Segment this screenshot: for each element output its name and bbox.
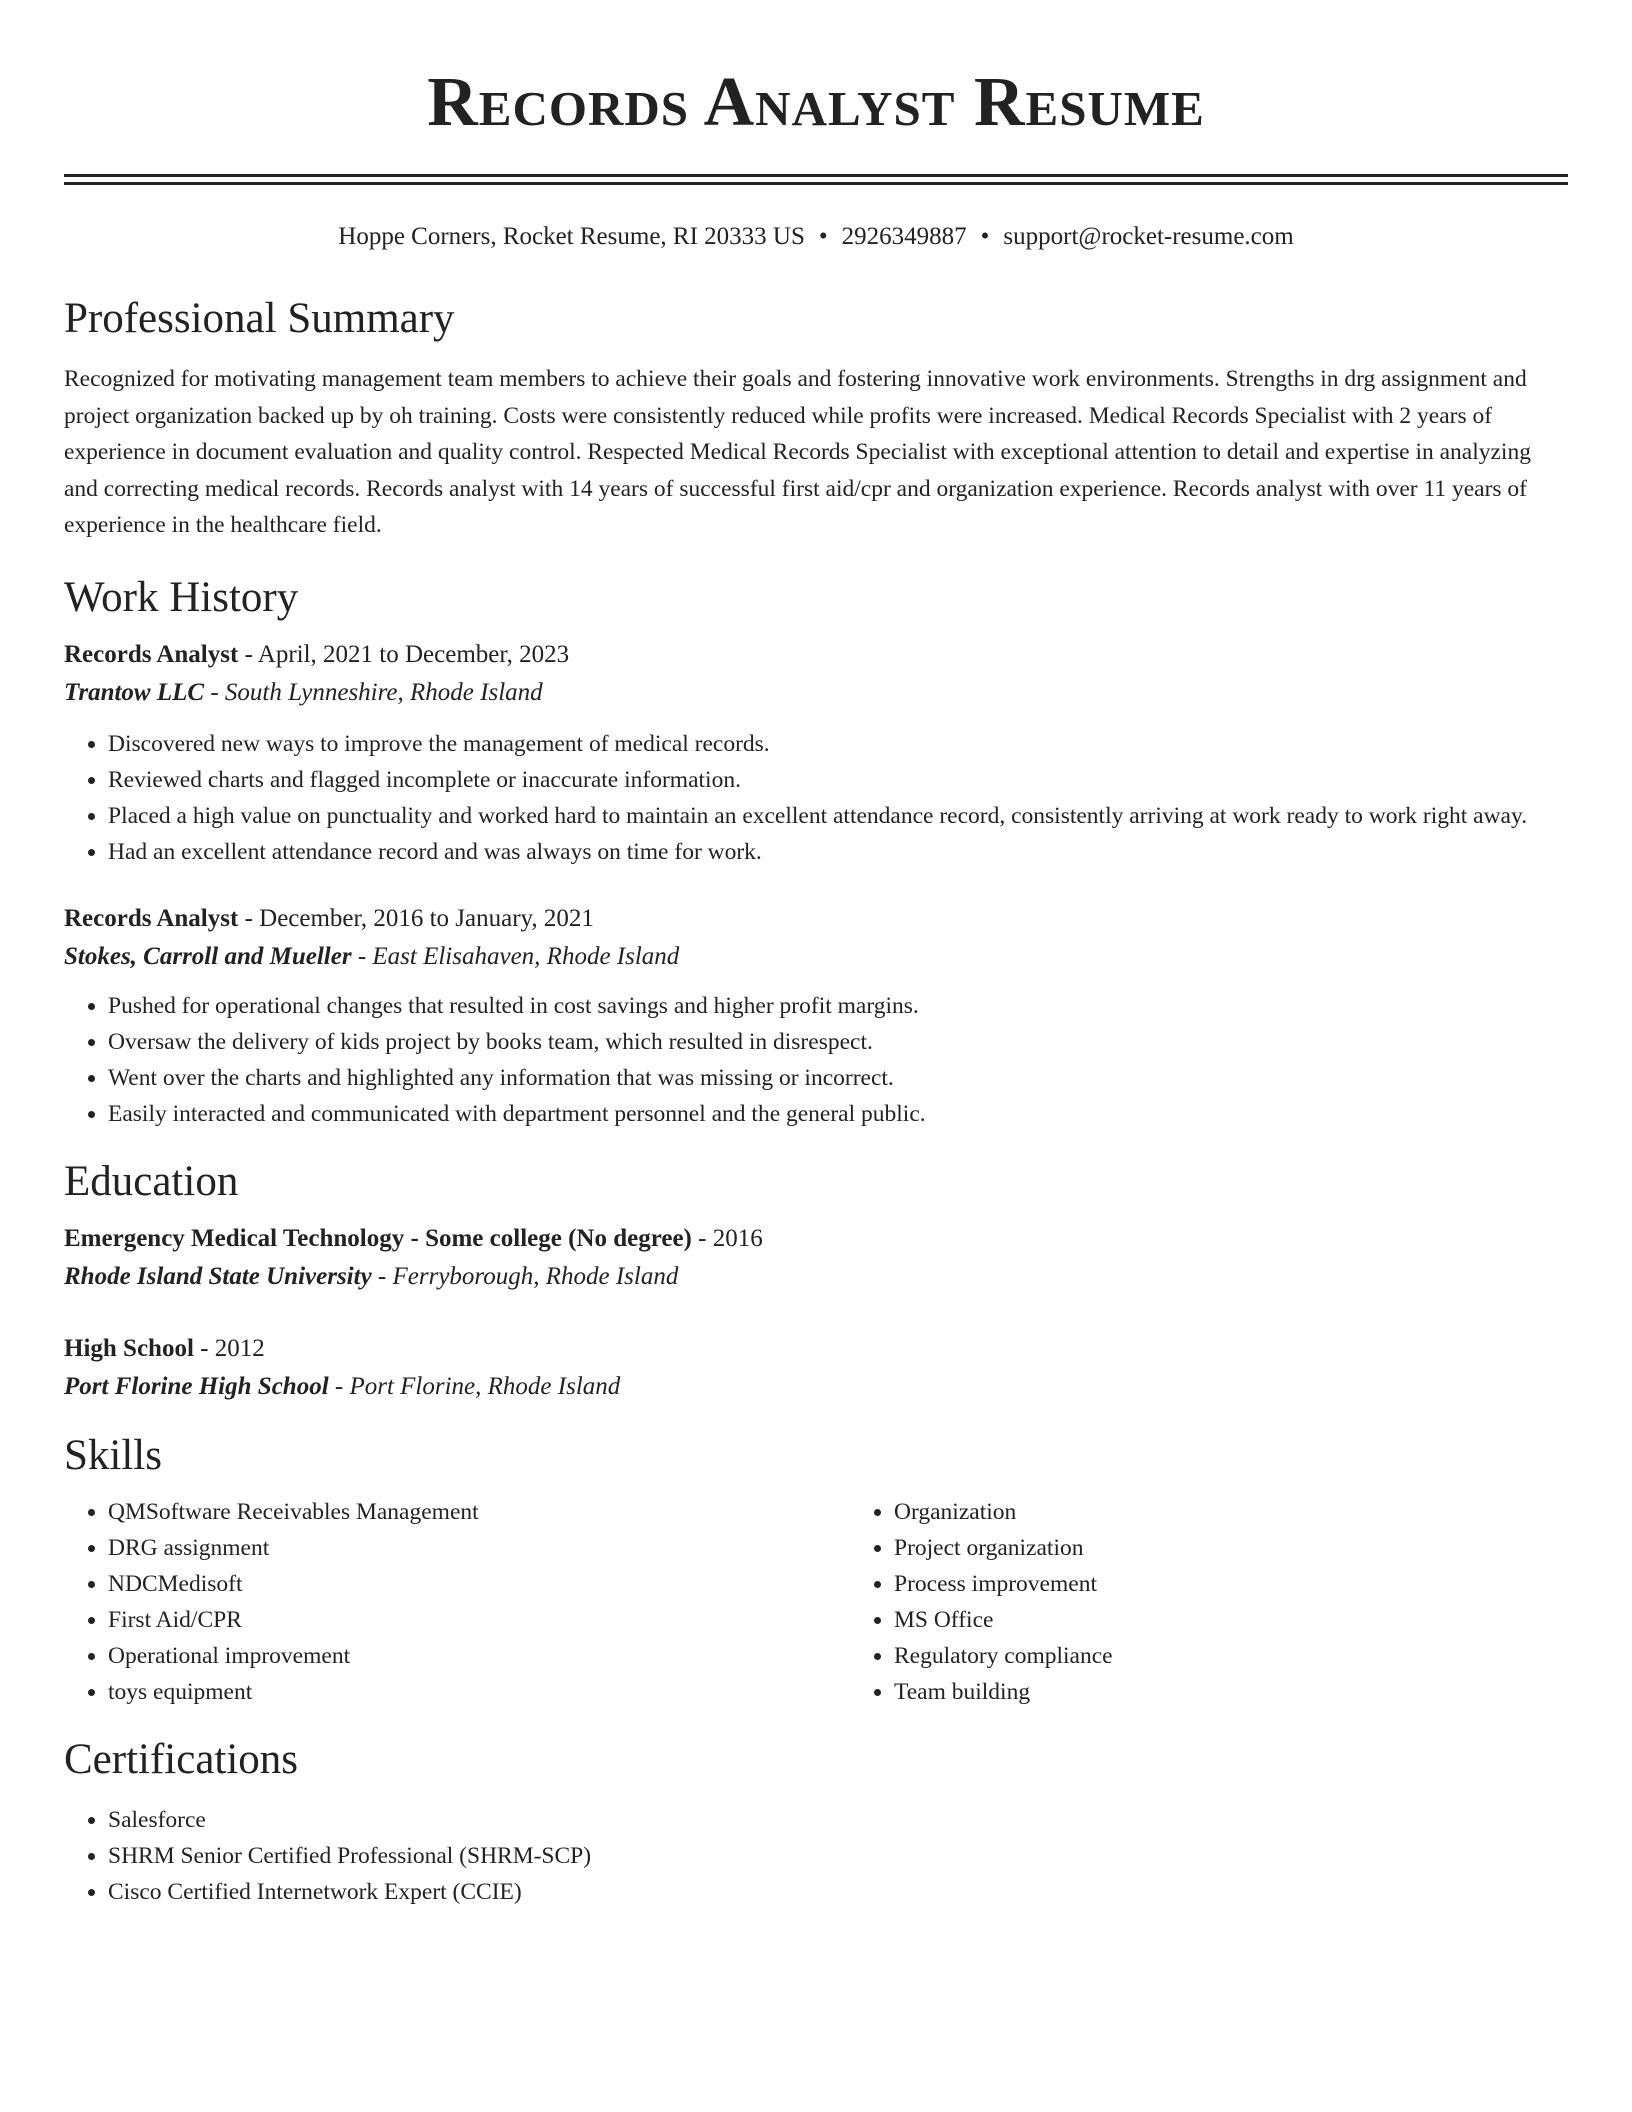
education-school-line — [64, 1368, 1568, 1406]
job-location: - South Lynneshire, Rhode Island — [204, 678, 543, 706]
certification-item: • SHRM Senior Certified Professional (SHRM-SCP) — [108, 1838, 1568, 1874]
skills-columns — [64, 1494, 1568, 1710]
summary-heading: Professional Summary — [64, 295, 455, 342]
job-bullet: • Placed a high value on punctuality and worked hard to maintain an excellent attendance record, consistently arriving at work ready to work right away. — [108, 798, 1568, 834]
education-degree: High School — [64, 1334, 194, 1362]
work-history-heading: Work History — [64, 573, 299, 621]
job-bullet: • Went over the charts and highlighted any information that was missing or incorrect. — [108, 1060, 1568, 1096]
skill-item: • Regulatory compliance — [894, 1638, 1568, 1674]
job-bullet: • Pushed for operational changes that resulted in cost savings and higher profit margins. — [108, 988, 1568, 1024]
education-location: - Port Florine, Rhode Island — [328, 1372, 621, 1400]
skill-item: • DRG assignment — [108, 1530, 850, 1566]
skill-item: • MS Office — [894, 1602, 1568, 1638]
skill-item: • Team building — [894, 1674, 1568, 1710]
skill-item: • Process improvement — [894, 1566, 1568, 1602]
contact-email: support@rocket-resume.com — [1003, 223, 1294, 250]
contact-phone: 2926349887 — [841, 223, 967, 250]
skill-item: • QMSoftware Receivables Management — [108, 1494, 850, 1530]
certifications-list — [64, 1802, 1568, 1910]
resume-title: Records Analyst Resume — [427, 64, 1205, 141]
job-bullets — [64, 988, 1568, 1132]
education-school: Rhode Island State University — [64, 1262, 372, 1290]
job-entry — [64, 900, 1568, 1132]
skills-section — [64, 1428, 1568, 1710]
job-bullets — [64, 726, 1568, 870]
certifications-section — [64, 1732, 1568, 1910]
job-company: Stokes, Carroll and Mueller — [64, 942, 352, 970]
job-bullet: • Easily interacted and communicated with department personnel and the general public. — [108, 1096, 1568, 1132]
education-location: - Ferryborough, Rhode Island — [371, 1262, 679, 1290]
job-entry — [64, 636, 1568, 870]
skill-item: • NDCMedisoft — [108, 1566, 850, 1602]
skills-list-left — [64, 1494, 850, 1710]
education-heading: Education — [64, 1157, 239, 1205]
education-degree-line — [64, 1220, 1568, 1258]
job-bullet: • Had an excellent attendance record and was always on time for work. — [108, 834, 1568, 870]
education-year: - 2016 — [691, 1224, 763, 1252]
job-dates: - April, 2021 to December, 2023 — [238, 640, 570, 668]
job-dates: - December, 2016 to January, 2021 — [238, 904, 594, 932]
education-school: Port Florine High School — [64, 1372, 329, 1400]
education-degree: Emergency Medical Technology - Some college (No degree) — [64, 1224, 692, 1252]
job-bullet: • Reviewed charts and flagged incomplete or inaccurate information. — [108, 762, 1568, 798]
job-title: Records Analyst — [64, 904, 239, 932]
certification-item: • Salesforce — [108, 1802, 1568, 1838]
skills-list-right — [850, 1494, 1568, 1710]
job-location: - East Elisahaven, Rhode Island — [351, 942, 680, 970]
job-bullet: • Discovered new ways to improve the management of medical records. — [108, 726, 1568, 762]
contact-line — [64, 221, 1568, 253]
skills-heading: Skills — [64, 1431, 162, 1479]
summary-section — [64, 291, 1568, 544]
contact-separator: • — [818, 223, 828, 250]
job-bullet: • Oversaw the delivery of kids project by books team, which resulted in disrespect. — [108, 1024, 1568, 1060]
education-year: - 2012 — [193, 1334, 265, 1362]
job-title-line — [64, 900, 1568, 938]
job-company-line — [64, 938, 1568, 976]
education-entry — [64, 1220, 1568, 1296]
title-double-rule — [64, 174, 1568, 185]
job-title: Records Analyst — [64, 640, 239, 668]
education-section — [64, 1154, 1568, 1406]
certification-item: • Cisco Certified Internetwork Expert (CCIE) — [108, 1874, 1568, 1910]
summary-text: Recognized for motivating management team members to achieve their goals and fostering innovative work environments. Strengths in drg assignment and project organization backed up by oh training. Costs were consistently reduced while profits were increased. Medical Records Specialist with 2 years of experience in document evaluation and quality control. Respected Medical Records Specialist with exceptional attention to detail and expertise in analyzing and correcting medical records. Records analyst with 14 years of successful first aid/cpr and organization experience. Records analyst with over 11 years of experience in the healthcare field. — [64, 366, 1531, 538]
job-company: Trantow LLC — [64, 678, 205, 706]
skill-item: • Project organization — [894, 1530, 1568, 1566]
contact-address: Hoppe Corners, Rocket Resume, RI 20333 US — [338, 223, 805, 250]
certifications-heading: Certifications — [64, 1735, 299, 1783]
job-company-line — [64, 674, 1568, 712]
job-title-line — [64, 636, 1568, 674]
skill-item: • Organization — [894, 1494, 1568, 1530]
skill-item: • First Aid/CPR — [108, 1602, 850, 1638]
work-history-section — [64, 570, 1568, 1132]
skill-item: • toys equipment — [108, 1674, 850, 1710]
education-degree-line — [64, 1330, 1568, 1368]
contact-separator: • — [980, 223, 990, 250]
skill-item: • Operational improvement — [108, 1638, 850, 1674]
education-entry — [64, 1330, 1568, 1406]
education-school-line — [64, 1258, 1568, 1296]
